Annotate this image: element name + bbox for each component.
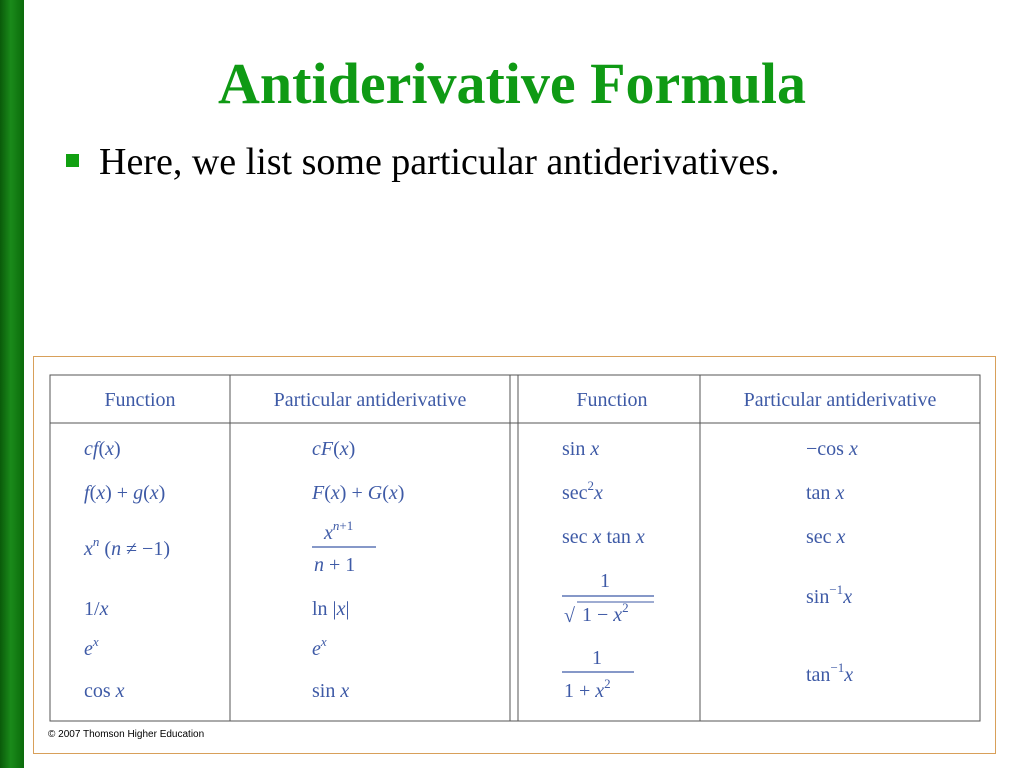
svg-text:1: 1: [592, 647, 602, 669]
svg-text:1 − x2: $1 - x^2$: [582, 600, 629, 626]
antiderivative-table: [34, 357, 995, 753]
left-antiderivative-5: $e^x$: [312, 634, 327, 660]
left-antiderivative-2: F(x) + G(x): [312, 482, 405, 504]
svg-text:1 + x2: $1 + x^2$: [564, 676, 611, 702]
left-antiderivative-1: cF(x): [312, 438, 356, 460]
left-function-3: $x^n$ (n ≠ −1): [84, 534, 170, 560]
left-function-2: f(x) + g(x): [84, 482, 166, 504]
left-function-5: $e^x$: [84, 634, 99, 660]
header-antiderivative-left: Particular antiderivative: [273, 389, 467, 411]
left-function-6: cos x: [84, 680, 125, 702]
left-function-4: 1/x: [84, 598, 109, 620]
left-function-1: cf(x): [84, 438, 121, 460]
antiderivative-table-figure: [33, 356, 996, 754]
header-function-right: Function: [576, 389, 648, 411]
bullet-square-icon: [66, 154, 79, 167]
header-function-left: Function: [104, 389, 176, 411]
svg-text:1: 1: [600, 570, 610, 592]
bullet-text: Here, we list some particular antiderivatives.: [99, 141, 780, 183]
right-function-1: sin x: [562, 438, 600, 460]
svg-text:xn+1: $x^{n+1}$: [324, 518, 354, 544]
header-antiderivative-right: Particular antiderivative: [743, 389, 937, 411]
right-antiderivative-4: $\sin^{-1}x$: [806, 582, 853, 608]
svg-text:n + 1: n + 1: [314, 554, 356, 576]
copyright-note: © 2007 Thomson Higher Education: [48, 729, 205, 740]
right-function-3: sec x tan x: [562, 526, 645, 548]
left-antiderivative-4: ln |x|: [312, 598, 350, 620]
right-antiderivative-2: tan x: [806, 482, 845, 504]
left-antiderivative-6: sin x: [312, 680, 350, 702]
right-function-5: [562, 647, 634, 702]
right-function-4: [562, 570, 654, 627]
right-antiderivative-1: −cos x: [806, 438, 858, 460]
slide-title: Antiderivative Formula: [218, 51, 806, 116]
right-antiderivative-3: sec x: [806, 526, 846, 548]
left-antiderivative-3: [312, 518, 376, 576]
svg-text:√: √: [564, 605, 575, 627]
right-antiderivative-5: $\tan^{-1}x$: [806, 660, 854, 686]
right-function-2: $\sec^2x$: [562, 478, 603, 504]
